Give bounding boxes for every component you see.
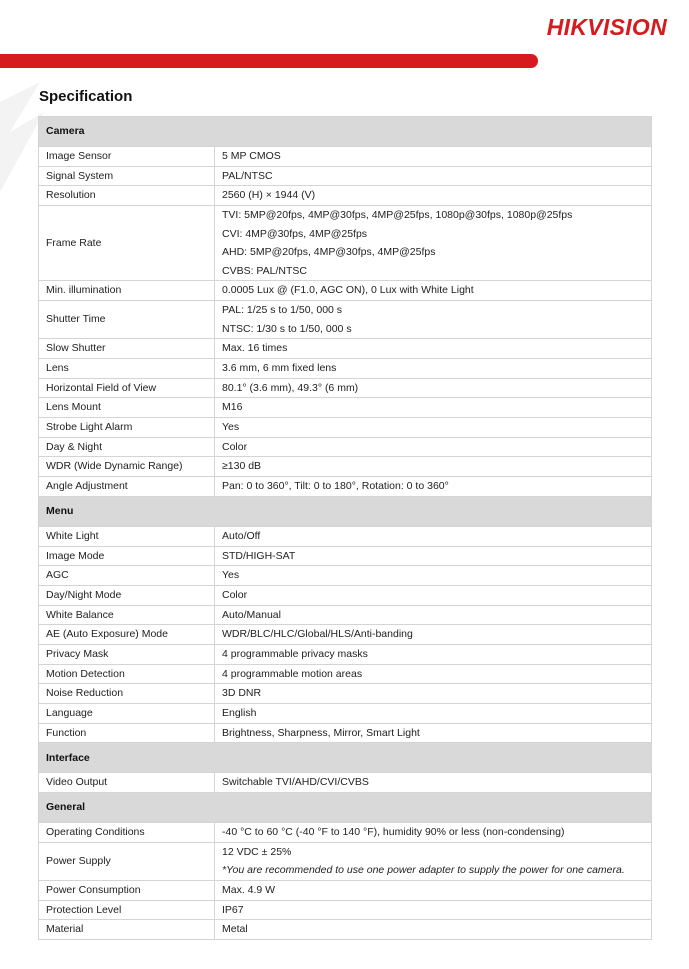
table-row	[39, 773, 652, 793]
spec-value	[215, 684, 652, 704]
spec-label: White Light	[39, 526, 215, 546]
section-title: General	[39, 793, 652, 823]
spec-label: Function	[39, 723, 215, 743]
spec-note: *You are recommended to use one power adapter to supply the power for one camera.	[222, 864, 625, 877]
section-header-camera	[39, 117, 652, 147]
table-row	[39, 723, 652, 743]
spec-label: Power Supply	[39, 842, 215, 880]
spec-value-line: 3D DNR	[222, 687, 262, 700]
spec-value-line: 80.1° (3.6 mm), 49.3° (6 mm)	[222, 381, 359, 394]
spec-value	[215, 477, 652, 497]
table-row	[39, 526, 652, 546]
spec-value	[215, 206, 652, 281]
spec-value	[215, 880, 652, 900]
spec-value	[215, 526, 652, 546]
spec-value	[215, 605, 652, 625]
spec-value-line: Auto/Off	[222, 529, 261, 542]
table-row	[39, 684, 652, 704]
section-title: Camera	[39, 117, 652, 147]
spec-label: Material	[39, 920, 215, 940]
spec-value	[215, 823, 652, 843]
table-row	[39, 166, 652, 186]
table-row	[39, 664, 652, 684]
spec-value-line: STD/HIGH-SAT	[222, 549, 296, 562]
spec-value	[215, 147, 652, 167]
spec-value-line: English	[222, 707, 257, 720]
spec-value	[215, 723, 652, 743]
table-row	[39, 378, 652, 398]
spec-label: AGC	[39, 566, 215, 586]
spec-value	[215, 186, 652, 206]
spec-label: Frame Rate	[39, 206, 215, 281]
table-row	[39, 339, 652, 359]
table-row	[39, 625, 652, 645]
spec-value-line: Pan: 0 to 360°, Tilt: 0 to 180°, Rotation: 0 to 360°	[222, 480, 449, 493]
spec-value	[215, 842, 652, 880]
table-row	[39, 437, 652, 457]
header-red-bar	[0, 54, 538, 68]
spec-label: Angle Adjustment	[39, 477, 215, 497]
spec-value	[215, 301, 652, 339]
spec-value-line: Switchable TVI/AHD/CVI/CVBS	[222, 776, 369, 789]
spec-label: AE (Auto Exposure) Mode	[39, 625, 215, 645]
spec-value-line: M16	[222, 401, 243, 414]
spec-value	[215, 625, 652, 645]
hikvision-logo: HIKVISION	[546, 14, 667, 40]
table-row	[39, 842, 652, 880]
spec-value	[215, 585, 652, 605]
table-row	[39, 418, 652, 438]
spec-label: Operating Conditions	[39, 823, 215, 843]
table-row	[39, 398, 652, 418]
spec-value	[215, 566, 652, 586]
spec-value-line: 4 programmable motion areas	[222, 667, 363, 680]
spec-label: Lens Mount	[39, 398, 215, 418]
spec-label: White Balance	[39, 605, 215, 625]
table-row	[39, 477, 652, 497]
section-title: Menu	[39, 496, 652, 526]
spec-label: Privacy Mask	[39, 644, 215, 664]
spec-value-line: Yes	[222, 421, 240, 434]
table-row	[39, 566, 652, 586]
spec-value-line: ≥130 dB	[222, 460, 262, 473]
spec-value-line: 2560 (H) × 1944 (V)	[222, 189, 316, 202]
spec-value	[215, 339, 652, 359]
spec-label: Day & Night	[39, 437, 215, 457]
spec-value	[215, 437, 652, 457]
spec-value-line: 12 VDC ± 25%	[222, 845, 292, 858]
table-row	[39, 186, 652, 206]
table-row	[39, 605, 652, 625]
spec-label: Image Mode	[39, 546, 215, 566]
table-row	[39, 301, 652, 339]
spec-value-line: Color	[222, 440, 248, 453]
spec-value-line: CVBS: PAL/NTSC	[222, 264, 307, 277]
table-row	[39, 585, 652, 605]
spec-value-line: -40 °C to 60 °C (-40 °F to 140 °F), humidity 90% or less (non-condensing)	[222, 826, 565, 839]
spec-value	[215, 398, 652, 418]
table-row	[39, 281, 652, 301]
spec-label: Shutter Time	[39, 301, 215, 339]
spec-label: Noise Reduction	[39, 684, 215, 704]
spec-value-line: Auto/Manual	[222, 608, 281, 621]
spec-label: Min. illumination	[39, 281, 215, 301]
spec-label: WDR (Wide Dynamic Range)	[39, 457, 215, 477]
spec-value-line: Max. 16 times	[222, 342, 288, 355]
spec-label: Power Consumption	[39, 880, 215, 900]
section-header-general	[39, 793, 652, 823]
spec-value	[215, 378, 652, 398]
spec-value-line: TVI: 5MP@20fps, 4MP@30fps, 4MP@25fps, 1080p@30fps, 1080p@25fps	[222, 209, 573, 222]
section-title: Interface	[39, 743, 652, 773]
spec-label: Lens	[39, 359, 215, 379]
spec-label: Horizontal Field of View	[39, 378, 215, 398]
spec-value-line: AHD: 5MP@20fps, 4MP@30fps, 4MP@25fps	[222, 246, 436, 259]
spec-value	[215, 704, 652, 724]
table-row	[39, 704, 652, 724]
spec-value	[215, 359, 652, 379]
spec-value-line: Metal	[222, 923, 248, 936]
table-row	[39, 880, 652, 900]
table-row	[39, 920, 652, 940]
spec-value	[215, 281, 652, 301]
spec-value-line: PAL/NTSC	[222, 169, 273, 182]
spec-value	[215, 644, 652, 664]
spec-value-line: Max. 4.9 W	[222, 883, 276, 896]
table-row	[39, 823, 652, 843]
spec-value	[215, 920, 652, 940]
spec-value	[215, 457, 652, 477]
spec-label: Slow Shutter	[39, 339, 215, 359]
section-header-menu	[39, 496, 652, 526]
spec-value-line: PAL: 1/25 s to 1/50, 000 s	[222, 304, 343, 317]
spec-value-line: CVI: 4MP@30fps, 4MP@25fps	[222, 227, 368, 240]
spec-value-line: WDR/BLC/HLC/Global/HLS/Anti-banding	[222, 628, 413, 641]
section-header-interface	[39, 743, 652, 773]
spec-value	[215, 166, 652, 186]
spec-value-line: IP67	[222, 903, 244, 916]
spec-value	[215, 664, 652, 684]
spec-label: Motion Detection	[39, 664, 215, 684]
spec-value-line: 0.0005 Lux @ (F1.0, AGC ON), 0 Lux with White Light	[222, 284, 474, 297]
spec-value	[215, 546, 652, 566]
table-row	[39, 206, 652, 281]
specification-table	[38, 116, 652, 940]
table-row	[39, 900, 652, 920]
spec-value-line: 5 MP CMOS	[222, 150, 281, 163]
table-row	[39, 644, 652, 664]
spec-value-line: Color	[222, 588, 248, 601]
page-title: Specification	[39, 88, 133, 105]
spec-value-line: 3.6 mm, 6 mm fixed lens	[222, 362, 337, 375]
table-row	[39, 546, 652, 566]
spec-value-line: NTSC: 1/30 s to 1/50, 000 s	[222, 322, 352, 335]
spec-value	[215, 900, 652, 920]
spec-label: Resolution	[39, 186, 215, 206]
table-row	[39, 359, 652, 379]
spec-label: Signal System	[39, 166, 215, 186]
spec-label: Language	[39, 704, 215, 724]
spec-label: Strobe Light Alarm	[39, 418, 215, 438]
spec-value-line: Yes	[222, 569, 240, 582]
spec-value-line: Brightness, Sharpness, Mirror, Smart Light	[222, 726, 420, 739]
spec-label: Day/Night Mode	[39, 585, 215, 605]
spec-label: Video Output	[39, 773, 215, 793]
table-row	[39, 147, 652, 167]
spec-value-line: 4 programmable privacy masks	[222, 647, 368, 660]
table-row	[39, 457, 652, 477]
spec-label: Protection Level	[39, 900, 215, 920]
spec-value	[215, 418, 652, 438]
spec-value	[215, 773, 652, 793]
spec-label: Image Sensor	[39, 147, 215, 167]
